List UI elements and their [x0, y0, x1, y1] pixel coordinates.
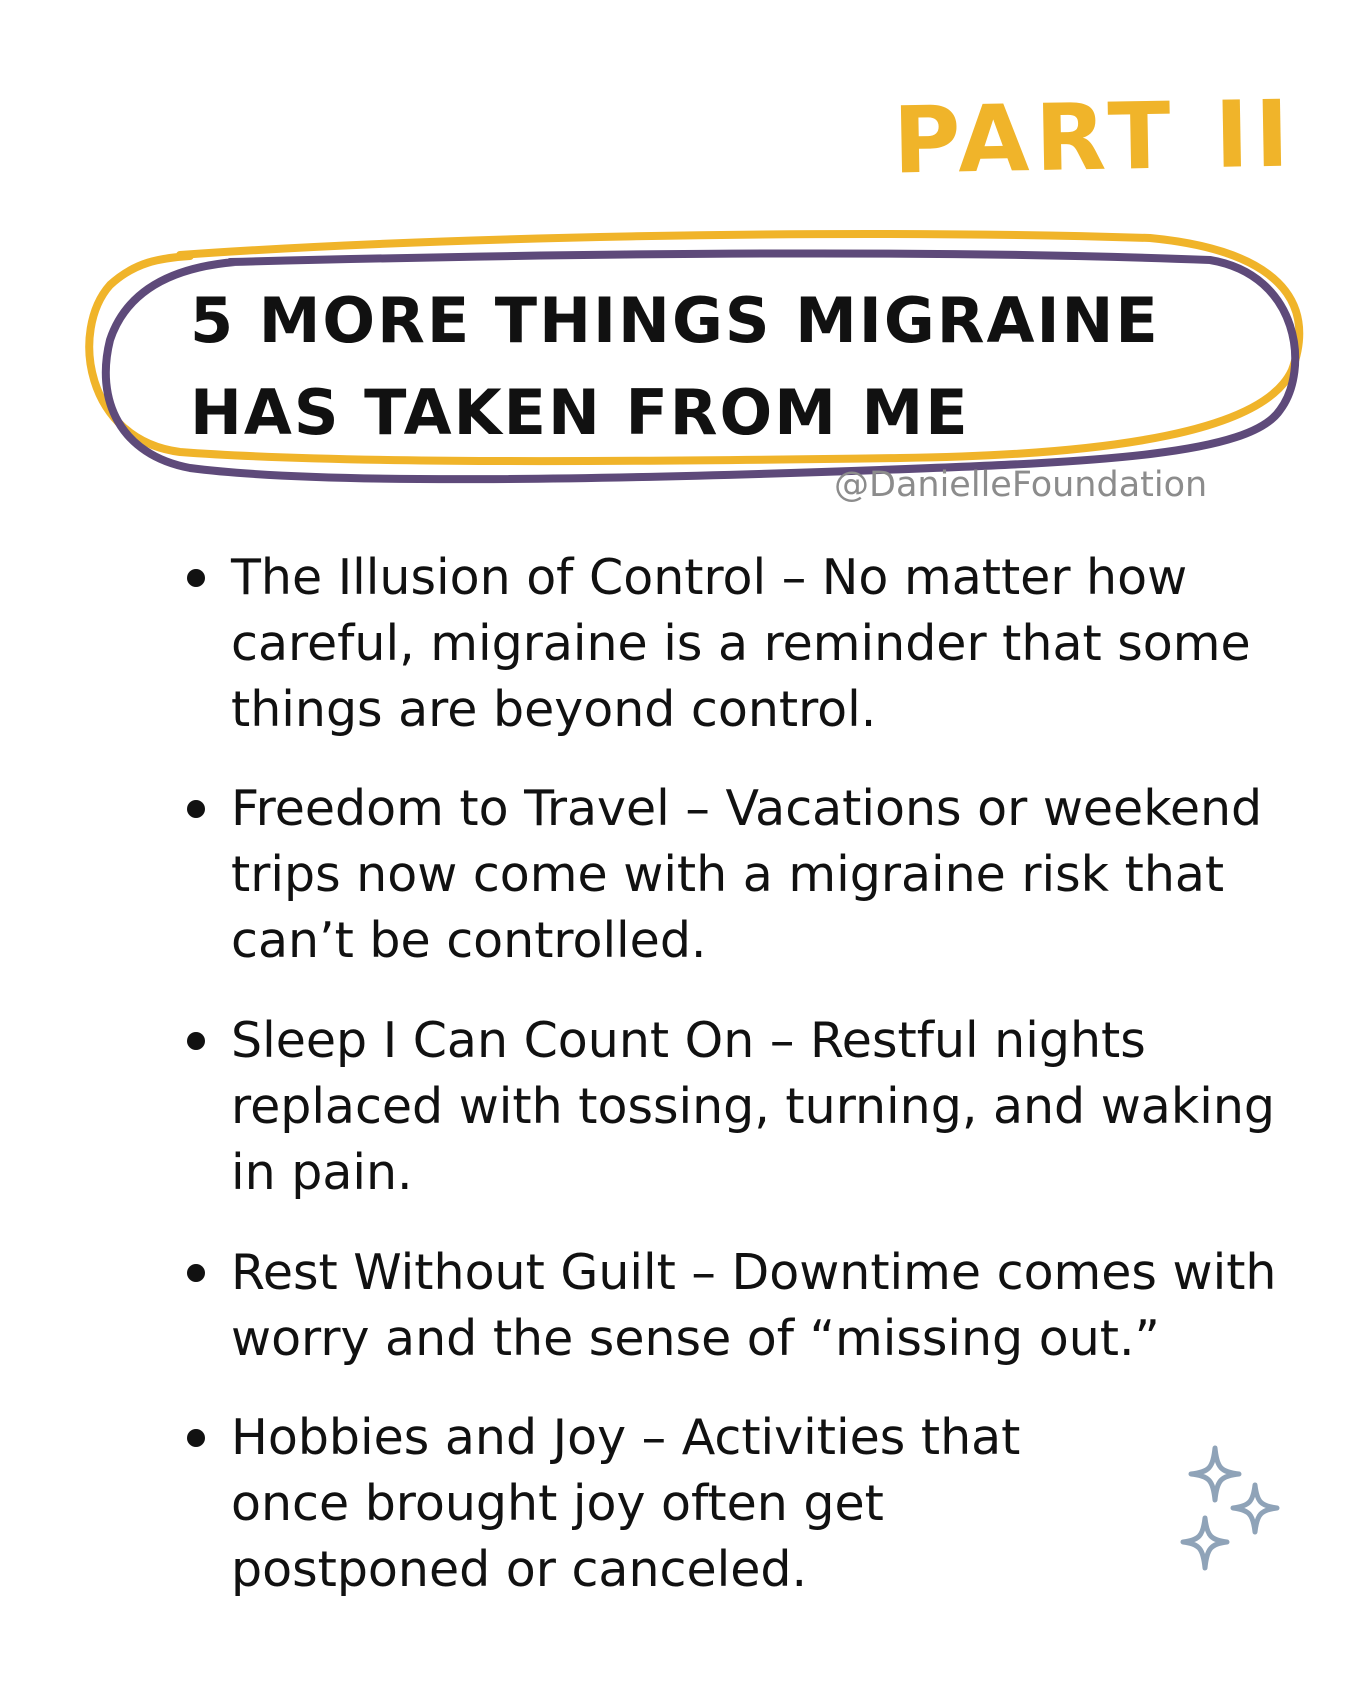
- list-item: [185, 1240, 1295, 1372]
- sparkle-bottom-icon: [1183, 1518, 1227, 1568]
- title-line-2: HAS TAKEN FROM ME: [190, 376, 970, 449]
- sparkle-right-icon: [1233, 1485, 1277, 1532]
- list-item-text: Freedom to Travel – Vacations or weekend trips now come with a migraine risk that can’t be controlled.: [231, 780, 1263, 969]
- list-item-text: Sleep I Can Count On – Restful nights replaced with tossing, turning, and waking in pain.: [231, 1012, 1275, 1201]
- bullet-icon: [185, 1008, 207, 1074]
- social-handle: @DanielleFoundation: [834, 465, 1208, 505]
- bullet-icon: [185, 545, 207, 611]
- sparkle-top-icon: [1191, 1448, 1239, 1500]
- list-item: [185, 1008, 1295, 1206]
- list-item: [185, 776, 1295, 974]
- part-label: PART II: [892, 80, 1297, 195]
- list-item: [185, 545, 1295, 743]
- bullet-icon: [185, 1240, 207, 1306]
- bullet-icon: [185, 1405, 207, 1471]
- sparkles-icon: [1175, 1440, 1295, 1580]
- title-line-1: 5 MORE THINGS MIGRAINE: [190, 284, 1160, 357]
- bullet-icon: [185, 776, 207, 842]
- list-item-text: Hobbies and Joy – Activities that once brought joy often get postponed or canceled.: [231, 1409, 1021, 1598]
- list-item-text: Rest Without Guilt – Downtime comes with worry and the sense of “missing out.”: [231, 1244, 1277, 1367]
- page-title: [190, 275, 1170, 459]
- list-item-text: The Illusion of Control – No matter how careful, migraine is a reminder that some things are beyond control.: [231, 549, 1251, 738]
- list-item: [185, 1405, 1105, 1603]
